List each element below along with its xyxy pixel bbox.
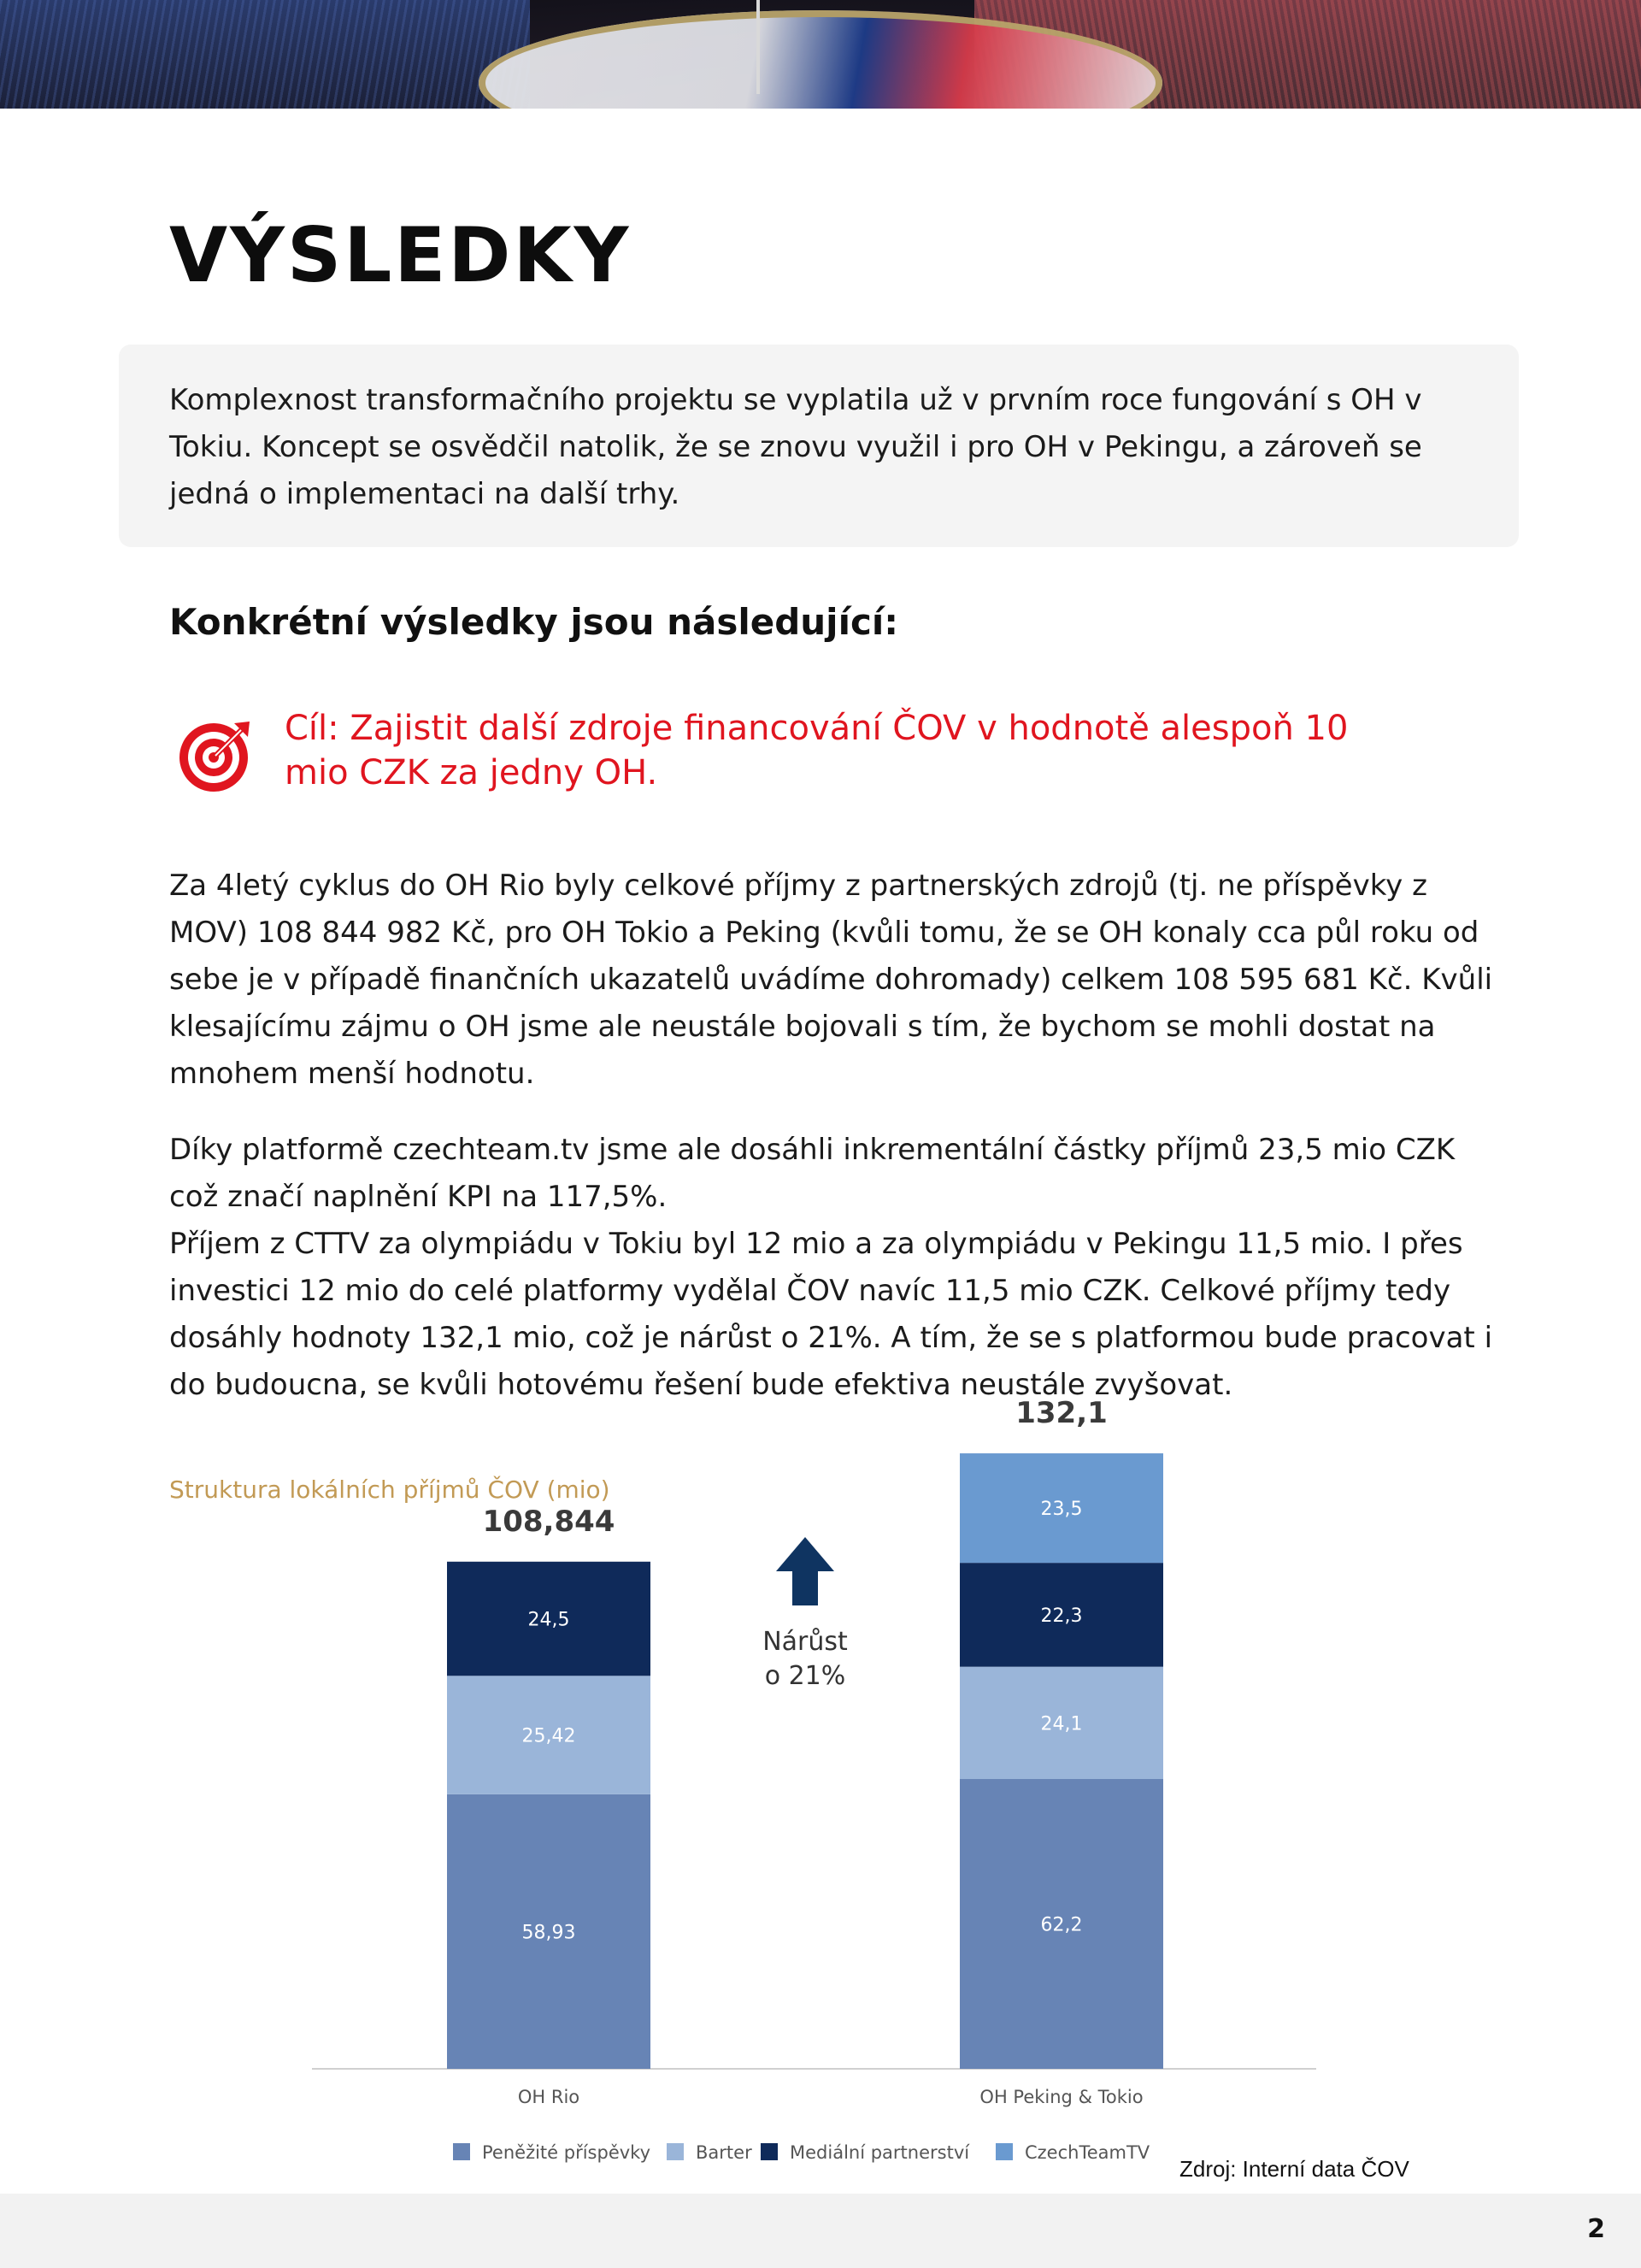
legend-label: Barter xyxy=(696,2142,752,2163)
intro-text: Komplexnost transformačního projektu se vyplatila už v prvním roce fungování s OH v Tokiu. Koncept se osvědčil natolik, že se znovu využil i pro OH v Pekingu, a zároveň se jedná o implementaci na další trhy. xyxy=(169,383,1422,511)
legend-label: CzechTeamTV xyxy=(1025,2142,1150,2163)
bar-total-label: 132,1 xyxy=(1015,1396,1108,1431)
category-label: OH Peking & Tokio xyxy=(979,2087,1144,2107)
bar-value-label: 25,42 xyxy=(521,1725,576,1747)
footer-bar xyxy=(0,2194,1641,2268)
paragraph-2a: Díky platformě czechteam.tv jsme ale dosáhli inkrementální částky příjmů 23,5 mio CZK což značí naplnění KPI na 117,5%. xyxy=(169,1133,1456,1214)
growth-annotation-line1: Nárůst xyxy=(762,1627,848,1657)
source-note: Zdroj: Interní data ČOV xyxy=(1179,2156,1409,2182)
growth-annotation-line2: o 21% xyxy=(764,1661,846,1691)
legend-swatch xyxy=(761,2143,778,2160)
chart-title: Struktura lokálních příjmů ČOV (mio) xyxy=(169,1476,610,1504)
legend-swatch xyxy=(996,2143,1013,2160)
bar-value-label: 58,93 xyxy=(521,1922,576,1944)
bar-total-label: 108,844 xyxy=(482,1504,615,1539)
growth-arrow-icon xyxy=(776,1537,834,1605)
bar-value-label: 23,5 xyxy=(1040,1499,1083,1521)
page-title: VÝSLEDKY xyxy=(169,211,632,299)
bar-value-label: 24,5 xyxy=(527,1609,570,1631)
legend-swatch xyxy=(453,2143,470,2160)
legend-label: Mediální partnerství xyxy=(790,2142,970,2163)
results-subheading: Konkrétní výsledky jsou následující: xyxy=(169,601,899,643)
category-label: OH Rio xyxy=(517,2087,580,2107)
bar-value-label: 62,2 xyxy=(1040,1914,1083,1936)
paragraph-2b: Příjem z CTTV za olympiádu v Tokiu byl 12 mio a za olympiádu v Pekingu 11,5 mio. I přes investici 12 mio do celé platformy vydělal ČOV navíc 11,5 mio CZK. Celkové příjmy tedy dosáhly hodnoty 132,1 mio, což je nárůst o 21%. A tím, že se s platformou bude pracovat i do budoucna, se kvůli hotovému řešení bude efektiva neustále zvyšovat. xyxy=(169,1227,1493,1402)
bar-value-label: 24,1 xyxy=(1040,1713,1083,1735)
legend-swatch xyxy=(667,2143,684,2160)
paragraph-1: Za 4letý cyklus do OH Rio byly celkové příjmy z partnerských zdrojů (tj. ne příspěvky z MOV) 108 844 982 Kč, pro OH Tokio a Peking (kvůli tomu, že se OH konaly cca půl roku od sebe je v případě finančních ukazatelů uvádíme dohromady) celkem 108 595 681 Kč. Kvůli klesajícímu zájmu o OH jsme ale neustále bojovali s tím, že bychom se mohli dostat na mnohem menší hodnotu. xyxy=(169,869,1493,1091)
legend-label: Peněžité příspěvky xyxy=(482,2142,651,2163)
goal-text: Cíl: Zajistit další zdroje financování ČOV v hodnotě alespoň 10 mio CZK za jedny OH. xyxy=(285,709,1349,792)
page-number: 2 xyxy=(1587,2214,1605,2244)
bar-value-label: 22,3 xyxy=(1040,1605,1083,1627)
